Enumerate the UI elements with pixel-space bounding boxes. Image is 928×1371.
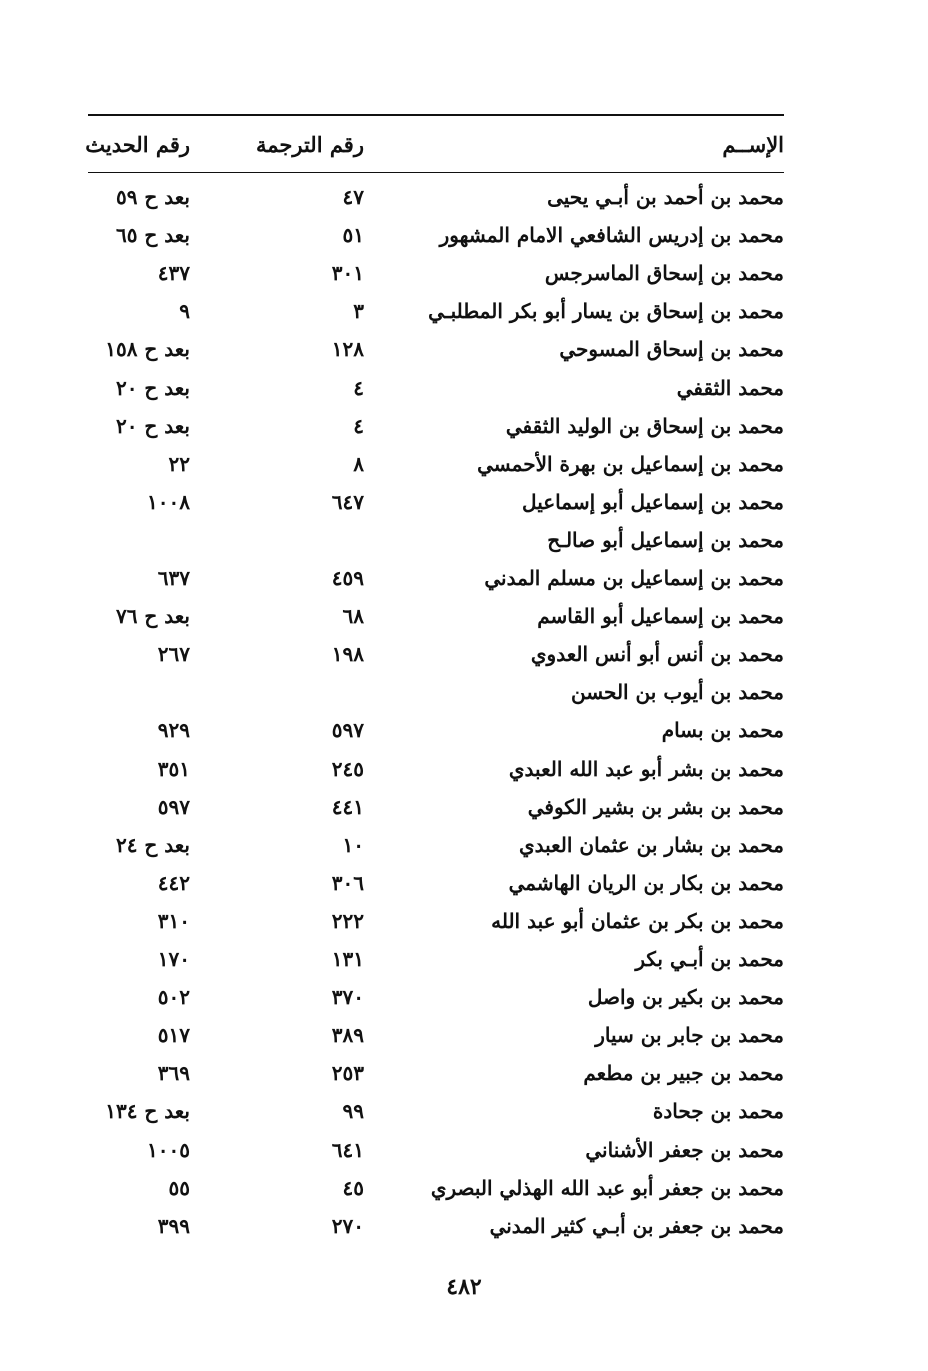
cell-tarjama: ١٠ [342,832,364,857]
cell-tarjama: ٥٩٧ [331,718,364,743]
cell-hadith [80,675,190,709]
cell-tarjama: ٥١ [342,223,364,248]
cell-name: محمد بن أيوب بن الحسن [570,680,784,705]
cell-name: محمد بن بسام [661,718,784,743]
cell-tarjama: ٤٥٩ [331,566,364,590]
cell-tarjama: ٣ [353,299,364,324]
cell-hadith: بعد ح ١٥٨ [105,337,190,362]
cell-tarjama: ٦٨ [342,604,364,629]
table-row [88,1133,784,1167]
cell-tarjama: ١٩٨ [331,642,364,667]
cell-tarjama: ٤٧ [342,185,364,209]
header-tarjama: رقم الترجمة [255,132,364,157]
cell-name: محمد بن إسحاق بن الوليد الثقفي [505,413,784,438]
header-rule [88,172,784,173]
cell-tarjama: ٤ [353,375,364,400]
table-row [88,637,784,671]
cell-name: محمد بن إسماعيل بن مسلم المدني [484,566,784,590]
cell-name: محمد بن جعفر الأشناني [585,1137,784,1162]
table-row [88,332,784,366]
cell-name: محمد بن أحمد بن أبـي يحيى [547,185,784,209]
table-row [88,1171,784,1205]
cell-name: محمد بن بشر بن بشير الكوفي [527,794,784,819]
table-row [88,485,784,519]
table-row [88,675,784,709]
table-row [88,371,784,405]
table-row [88,904,784,938]
cell-tarjama: ٤٥ [342,1175,364,1200]
cell-tarjama [264,675,364,709]
cell-tarjama: ٢٥٣ [331,1061,364,1086]
cell-tarjama: ١٢٨ [331,337,364,362]
table-row [88,942,784,976]
cell-hadith: بعد ح ١٣٤ [105,1099,190,1124]
table-row [88,523,784,557]
cell-tarjama: ٢٢٢ [331,908,364,933]
cell-hadith: ٩ [179,299,190,324]
cell-name: محمد بن إسماعيل أبو صالـح [547,527,784,552]
cell-hadith [80,523,190,557]
header-name: الإســم [722,132,784,157]
table-row [88,752,784,786]
table-row [88,1094,784,1128]
cell-name: محمد بن إدريس الشافعي الامام المشهور [439,223,784,248]
cell-tarjama: ٣٧٠ [331,985,364,1010]
cell-name: محمد بن أنس أبو أنس العدوي [530,642,784,667]
cell-tarjama: ١٣١ [331,947,364,971]
cell-hadith: ١٠٠٥ [147,1137,190,1162]
table-row [88,561,784,595]
cell-hadith: ٩٢٩ [157,718,190,743]
cell-tarjama: ٣٠١ [331,261,364,286]
cell-hadith: بعد ح ٢٠ [115,375,190,400]
cell-tarjama: ٩٩ [342,1099,364,1124]
cell-name: محمد بن بكار بن الريان الهاشمي [508,870,784,895]
cell-name: محمد بن إسحاق بن يسار أبو بكر المطلبـي [428,299,784,324]
cell-name: محمد بن إسحاق الماسرجس [544,261,784,286]
cell-hadith: بعد ح ٧٦ [115,604,190,629]
cell-hadith: ٣٥١ [157,756,190,781]
cell-name: محمد بن جعفر أبو عبد الله الهذلي البصري [430,1175,784,1200]
cell-hadith: ٣٩٩ [157,1213,190,1238]
cell-name: محمد بن أبـي بكر [635,947,784,971]
table-row [88,599,784,633]
cell-tarjama: ٢٤٥ [331,756,364,781]
cell-name: محمد بن بكير بن واصل [587,985,784,1010]
table-row [88,1056,784,1090]
table-row [88,1018,784,1052]
cell-tarjama: ٣٨٩ [331,1023,364,1048]
cell-name: محمد بن جبير بن مطعم [583,1061,784,1086]
table-row [88,218,784,252]
table-row [88,828,784,862]
cell-name: محمد بن بشر أبو عبد الله العبدي [508,756,784,781]
table-row [88,713,784,747]
cell-name: محمد بن بكر بن عثمان أبو عبد الله [491,908,784,933]
cell-name: محمد بن جحادة [652,1099,784,1124]
cell-hadith: ١٠٠٨ [147,489,190,514]
cell-name: محمد بن جابر بن سيار [595,1023,784,1048]
cell-name: محمد بن بشار بن عثمان العبدي [518,832,784,857]
cell-name: محمد بن إسماعيل أبو القاسم [537,604,784,629]
cell-tarjama [264,523,364,557]
cell-hadith: ٥١٧ [157,1023,190,1048]
top-rule [88,114,784,116]
table-row [88,980,784,1014]
table-row [88,256,784,290]
cell-hadith: ١٧٠ [157,947,190,971]
cell-hadith: ٥٠٢ [157,985,190,1010]
cell-name: محمد بن جعفر بن أبـي كثير المدني [489,1213,784,1238]
cell-hadith: ٣١٠ [157,908,190,933]
cell-hadith: بعد ح ٦٥ [115,223,190,248]
cell-name: محمد بن إسماعيل أبو إسماعيل [522,489,784,514]
header-hadith: رقم الحديث [85,132,190,157]
cell-tarjama: ٨ [353,451,364,476]
cell-tarjama: ٤٤١ [331,794,364,819]
cell-name: محمد الثقفي [676,375,784,400]
cell-tarjama: ٢٧٠ [331,1213,364,1238]
cell-hadith: بعد ح ٥٩ [115,185,190,209]
cell-hadith: ٣٦٩ [157,1061,190,1086]
cell-hadith: بعد ح ٢٠ [115,413,190,438]
table-row [88,790,784,824]
cell-hadith: ٥٩٧ [157,794,190,819]
table-row [88,1209,784,1243]
table-row [88,409,784,443]
cell-tarjama: ٣٠٦ [331,870,364,895]
cell-hadith: بعد ح ٢٤ [115,832,190,857]
table-row [88,866,784,900]
table-row [88,180,784,214]
cell-tarjama: ٤ [353,413,364,438]
cell-hadith: ٤٣٧ [157,261,190,286]
cell-hadith: ٢٢ [168,451,190,476]
cell-hadith: ٥٥ [168,1175,190,1200]
cell-hadith: ٦٣٧ [157,566,190,590]
table-row [88,294,784,328]
cell-tarjama: ٦٤١ [331,1137,364,1162]
cell-name: محمد بن إسماعيل بن بهرة الأحمسي [477,451,784,476]
page-number: ٤٨٢ [446,1274,482,1300]
cell-name: محمد بن إسحاق المسوحي [559,337,784,362]
cell-hadith: ٢٦٧ [157,642,190,667]
table-header [85,128,784,162]
table-row [88,447,784,481]
cell-tarjama: ٦٤٧ [331,489,364,514]
cell-hadith: ٤٤٢ [157,870,190,895]
